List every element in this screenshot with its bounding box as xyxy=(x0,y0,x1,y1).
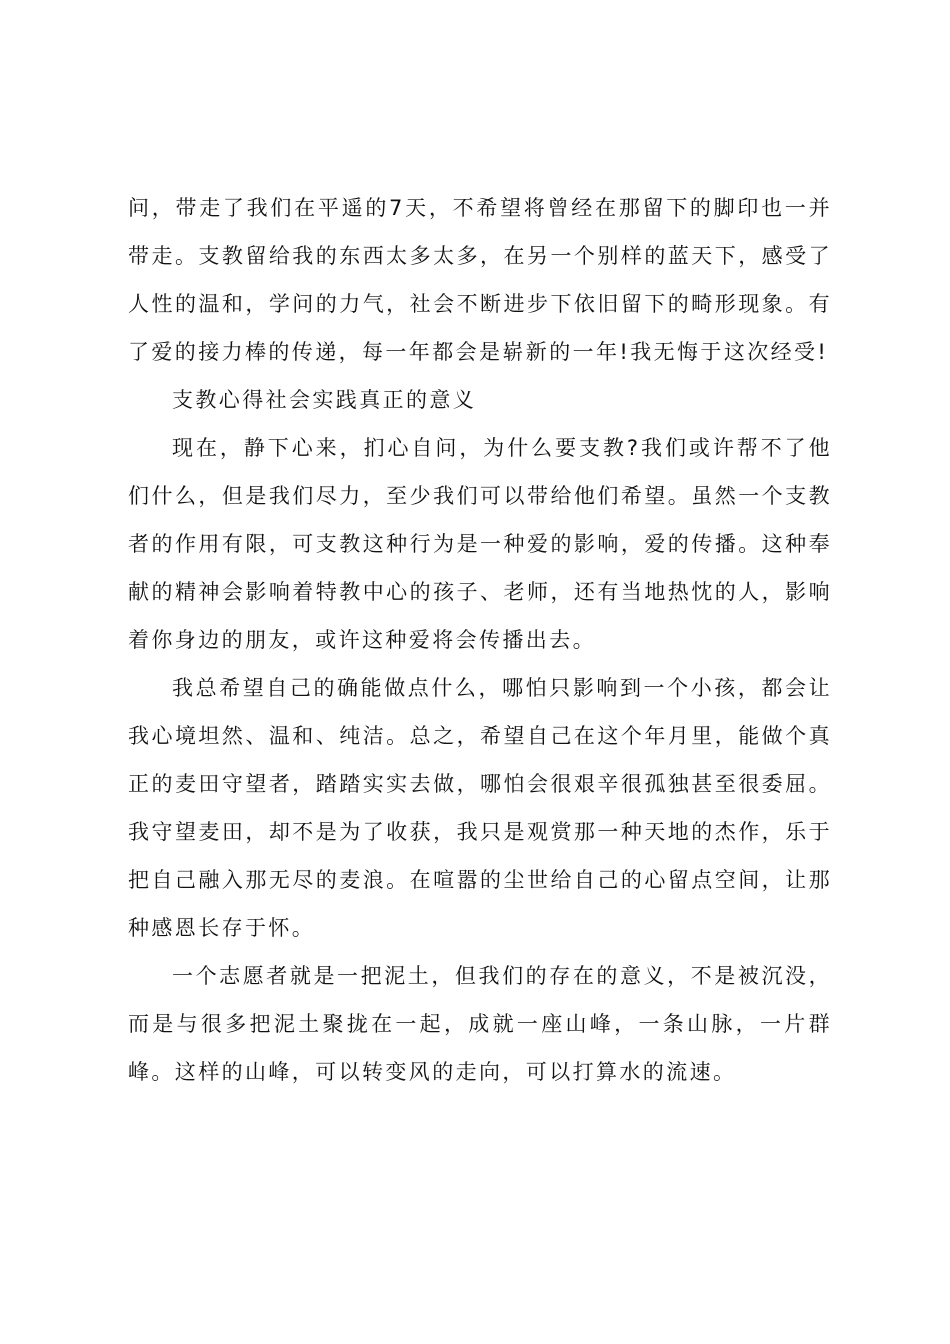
paragraph-wheat-field: 我总希望自己的确能做点什么，哪怕只影响到一个小孩，都会让我心境坦然、温和、纯洁。总之，希望自己在这个年月里，能做个真正的麦田守望者，踏踏实实去做，哪怕会很艰辛很孤独甚至很委屈。我守望麦田，却不是为了收获，我只是观赏那一种天地的杰作，乐于把自己融入那无尽的麦浪。在喧嚣的尘世给自己的心留点空间，让那种感恩长存于怀。 xyxy=(128,676,832,940)
paragraph-why-teach: 现在，静下心来，扪心自问，为什么要支教?我们或许帮不了他们什么，但是我们尽力，至少我们可以带给他们希望。虽然一个支教者的作用有限，可支教这种行为是一种爱的影响，爱的传播。这种奉献的精神会影响着特教中心的孩子、老师，还有当地热忱的人，影响着你身边的朋友，或许这种爱将会传播出去。 xyxy=(128,436,832,652)
document-body xyxy=(128,184,832,1096)
paragraph-continuation: 问，带走了我们在平遥的7天，不希望将曾经在那留下的脚印也一并带走。支教留给我的东西太多太多，在另一个别样的蓝天下，感受了人性的温和，学问的力气，社会不断进步下依旧留下的畸形现象。有了爱的接力棒的传递，每一年都会是崭新的一年!我无悔于这次经受! xyxy=(128,196,832,364)
section-heading: 支教心得社会实践真正的意义 xyxy=(172,388,477,412)
paragraph-volunteer-soil: 一个志愿者就是一把泥土，但我们的存在的意义，不是被沉没，而是与很多把泥土聚拢在一起，成就一座山峰，一条山脉，一片群峰。这样的山峰，可以转变风的走向，可以打算水的流速。 xyxy=(128,964,832,1084)
